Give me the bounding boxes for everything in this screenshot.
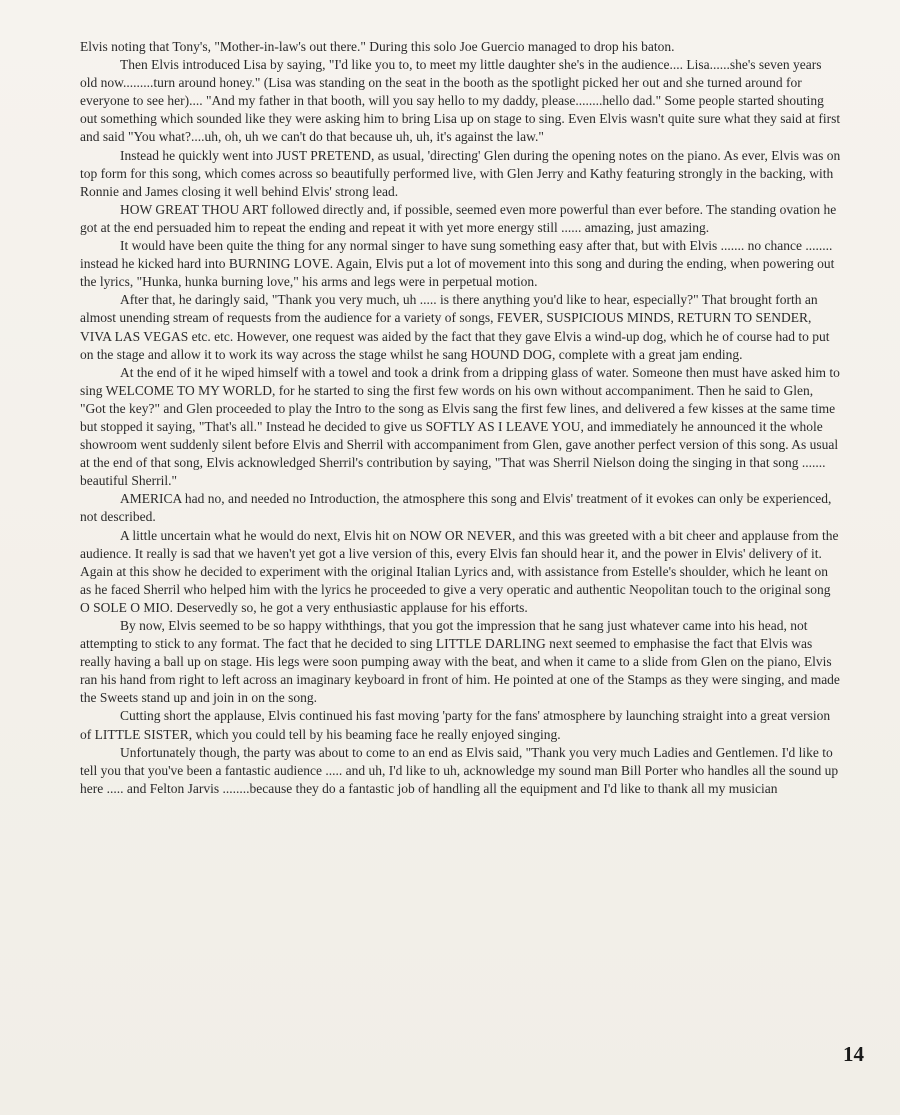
- paragraph: By now, Elvis seemed to be so happy withthings, that you got the impression that he sang just whatever came into his head, not attempting to stick to any format. The fact that he decided to sing LITTLE DARLING next seemed to emphasise the fact that Elvis was really having a ball up on stage. His legs were soon pumping away with the beat, and when it came to a slide from Glen on the piano, Elvis ran his hand from right to left across an imaginary keyboard in front of him. He pointed at one of the Stamps as they were singing, and made the Sweets stand up and join in on the song.: [80, 618, 840, 706]
- article-body: [80, 38, 842, 798]
- paragraph: Elvis noting that Tony's, "Mother-in-law's out there." During this solo Joe Guercio managed to drop his baton.: [80, 39, 675, 54]
- paragraph: Cutting short the applause, Elvis continued his fast moving 'party for the fans' atmosphere by launching straight into a great version of LITTLE SISTER, which you could tell by his beaming face he really enjoyed singing.: [80, 708, 831, 742]
- paragraph: A little uncertain what he would do next, Elvis hit on NOW OR NEVER, and this was greeted with a bit cheer and applause from the audience. It really is sad that we haven't yet got a live version of this, every Elvis fan should hear it, and the power in Elvis' delivery of it. Again at this show he decided to experiment with the original Italian Lyrics and, with assistance from Estelle's shoulder, which he leant on as he faced Sherril who helped him with the lyrics he proceeded to give a very operatic and authentic Neopolitan touch to the original song O SOLE O MIO. Deservedly so, he got a very enthusiastic applause for his efforts.: [80, 527, 839, 615]
- paragraph: Instead he quickly went into JUST PRETEND, as usual, 'directing' Glen during the opening notes on the piano. As ever, Elvis was on top form for this song, which comes across so beautifully performed live, with Glen Jerry and Kathy featuring strongly in the backing, with Ronnie and James closing it well behind Elvis' strong lead.: [80, 147, 841, 199]
- paragraph: After that, he daringly said, "Thank you very much, uh ..... is there anything you'd like to hear, especially?" That brought forth an almost unending stream of requests from the audience for a variety of songs, FEVER, SUSPICIOUS MINDS, RETURN TO SENDER, VIVA LAS VEGAS etc. etc. However, one request was aided by the fact that they gave Elvis a wind-up dog, which he of course had to put on the stage and allow it to work its way across the stage whilst he sang HOUND DOG, complete with a great jam ending.: [80, 292, 830, 362]
- paragraph: AMERICA had no, and needed no Introduction, the atmosphere this song and Elvis' treatment of it evokes can only be experienced, not described.: [80, 491, 832, 525]
- paragraph: Unfortunately though, the party was about to come to an end as Elvis said, "Thank you very much Ladies and Gentlemen. I'd like to tell you that you've been a fantastic audience ..... and uh, I'd like to uh, acknowledge my sound man Bill Porter who handles all the sound up here ..... and Felton Jarvis ........because they do a fantastic job of handling all the equipment and I'd like to thank all my musician: [80, 744, 839, 796]
- page-number: 14: [843, 1042, 864, 1066]
- paragraph: HOW GREAT THOU ART followed directly and, if possible, seemed even more powerful than ever before. The standing ovation he got at the end persuaded him to repeat the ending and repeat it with yet more energy still ...... amazing, just amazing.: [80, 201, 837, 235]
- paragraph: Then Elvis introduced Lisa by saying, "I'd like you to, to meet my little daughter she's in the audience.... Lisa......she's seven years old now.........turn around honey." (Lisa was standing on the seat in the booth as the spotlight picked her out and she turned around for everyone to see her).... "And my father in that booth, will you say hello to my daddy, please........hello dad." Some people started shouting out something which sounded like they were asking him to bring Lisa up on stage to sing. Even Elvis wasn't quite sure what they said at first and said "You what?....uh, oh, uh we can't do that because uh, uh, it's against the law.": [80, 57, 841, 145]
- paragraph: At the end of it he wiped himself with a towel and took a drink from a dripping glass of water. Someone then must have asked him to sing WELCOME TO MY WORLD, for he started to sing the first few words on his own without accompaniment. Then he said to Glen, "Got the key?" and Glen proceeded to play the Intro to the song as Elvis sang the first few lines, and delivered a few kisses at the same time but stopped it saying, "That's all." Instead he decided to give us SOFTLY AS I LEAVE YOU, and immediately he announced it the whole showroom went suddenly silent before Elvis and Sherril with accompaniment from Glen, gave another perfect version of this song. As usual at the end of that song, Elvis acknowledged Sherril's contribution by saying, "That was Sherril Nielson doing the singing in that song ....... beautiful Sherril.": [80, 364, 840, 489]
- paragraph: It would have been quite the thing for any normal singer to have sung something easy after that, but with Elvis ....... no chance ........ instead he kicked hard into BURNING LOVE. Again, Elvis put a lot of movement into this song and during the ending, when powering out the lyrics, "Hunka, hunka burning love," his arms and legs were in perpetual motion.: [80, 238, 835, 290]
